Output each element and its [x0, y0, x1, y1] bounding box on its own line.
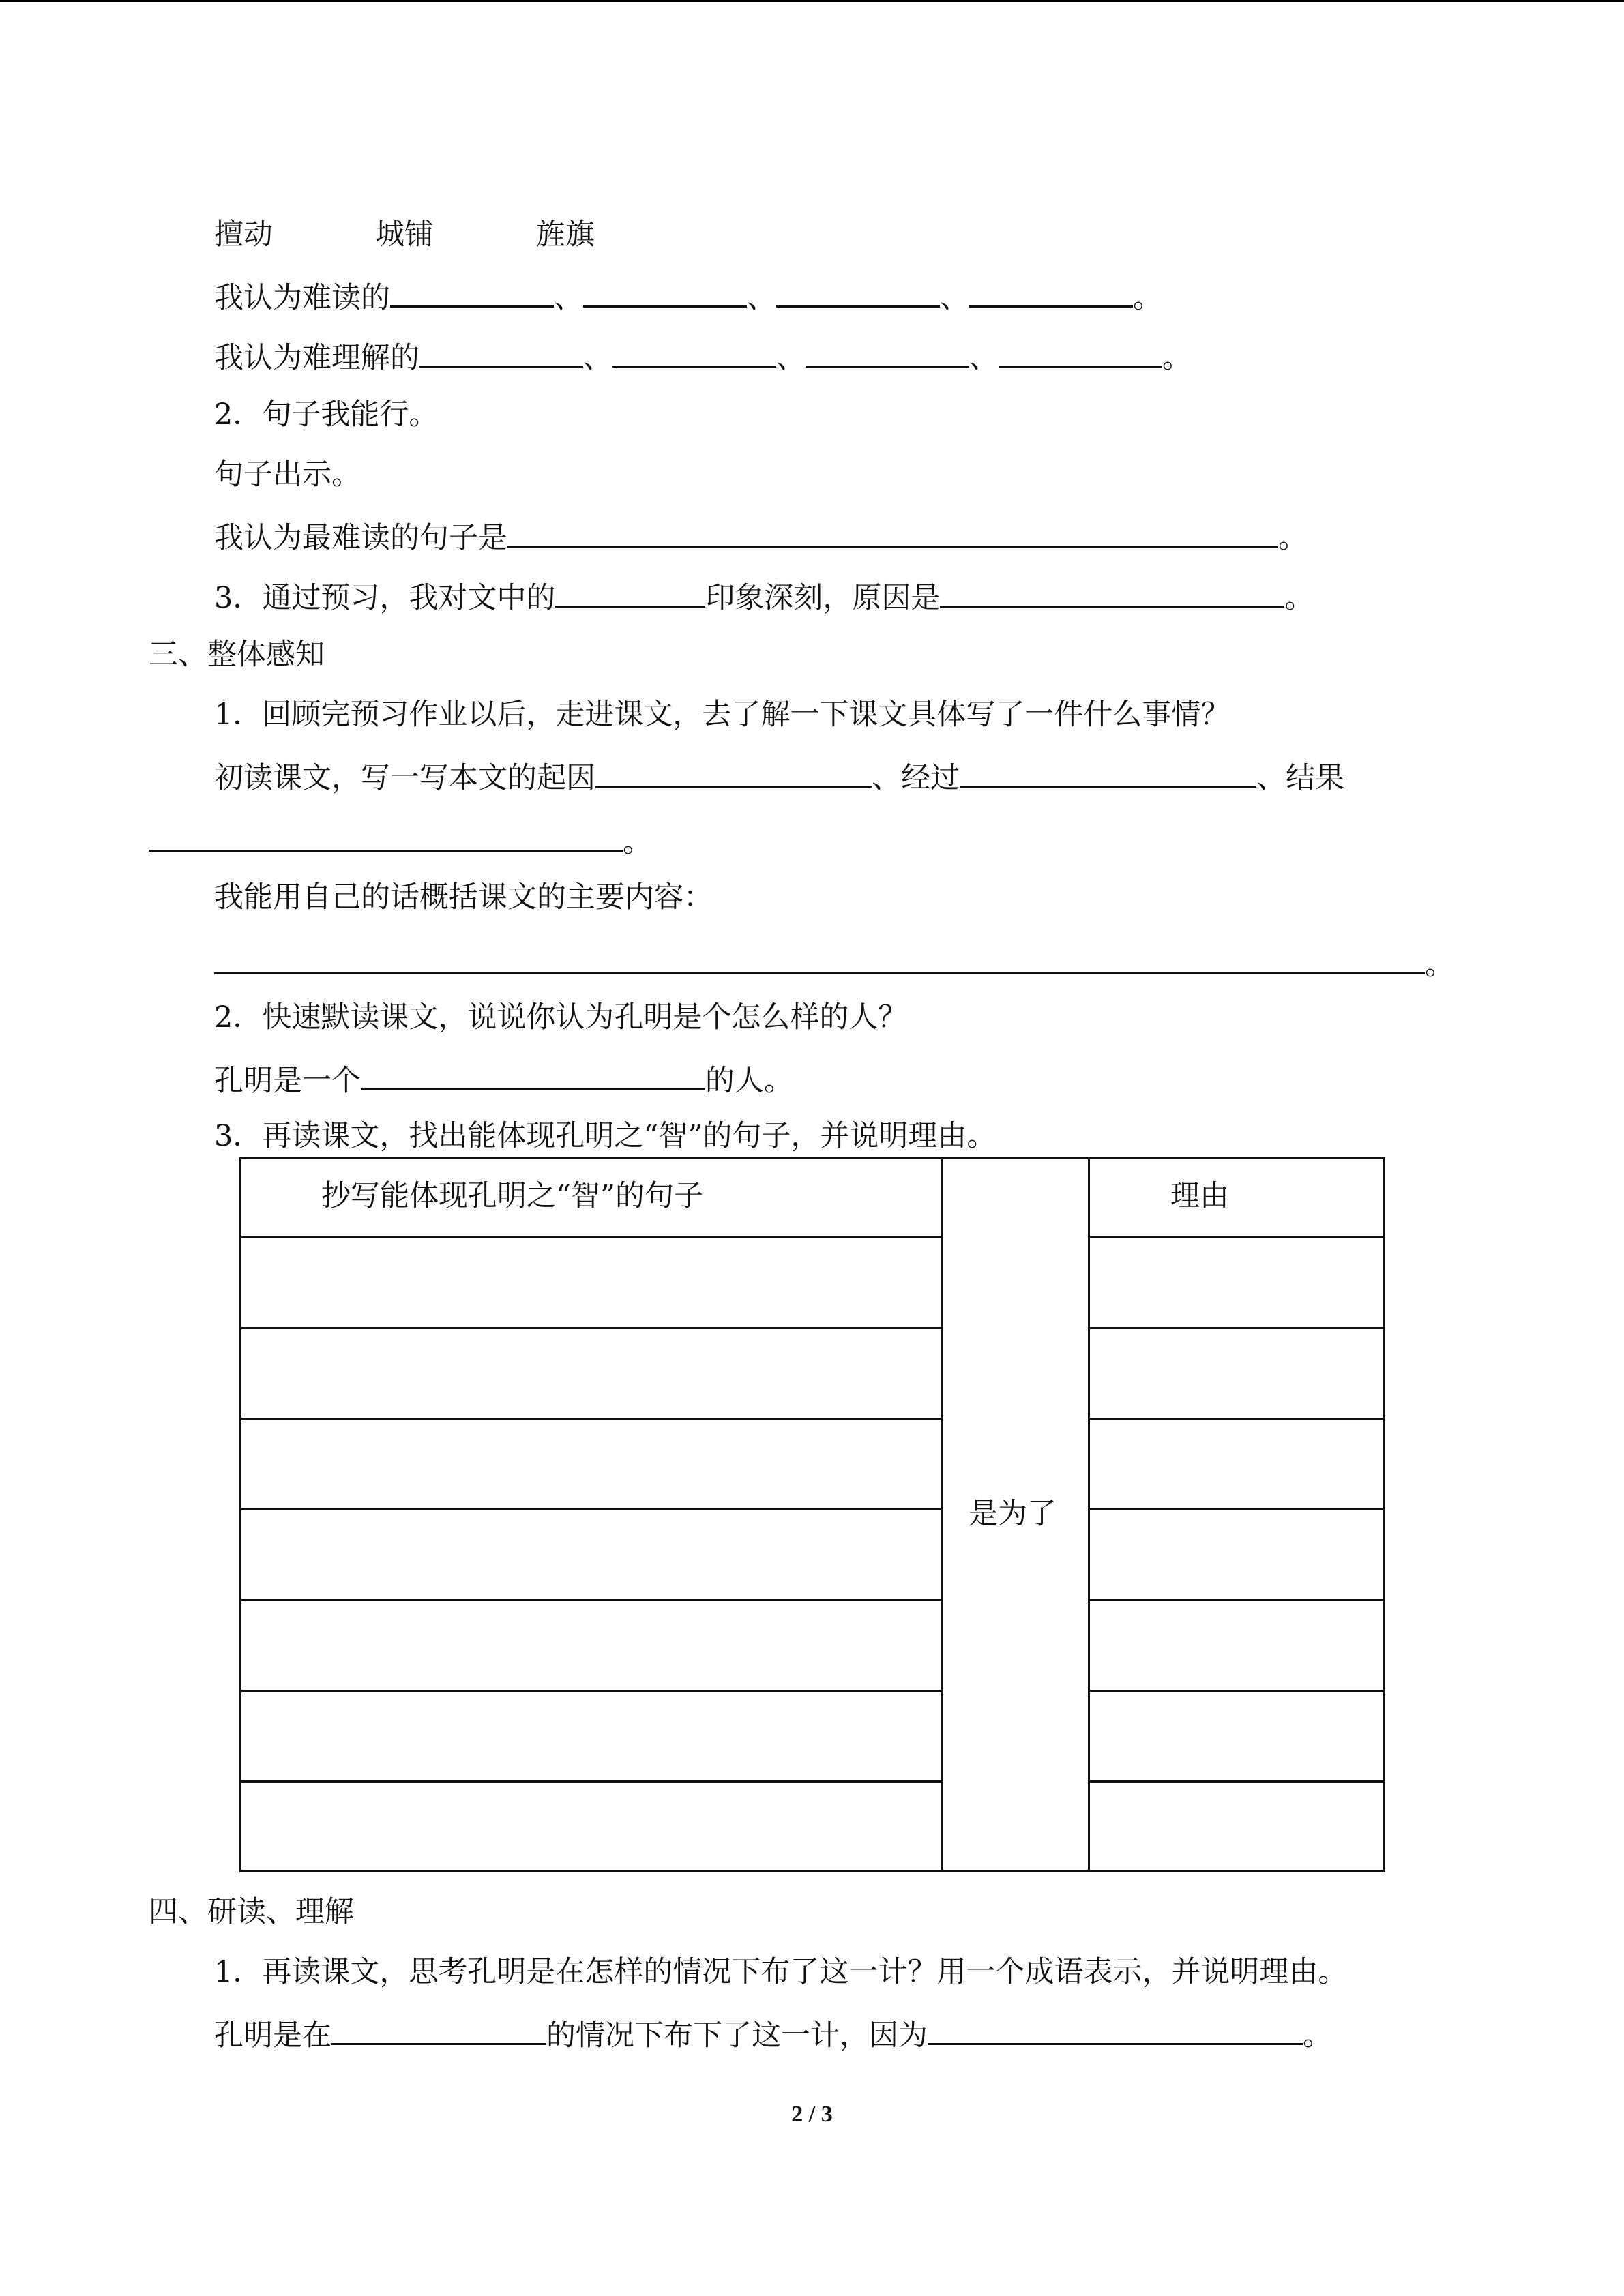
sentence-reason-table [239, 1157, 1385, 1872]
s3-q3-title: 3．再读课文，找出能体现孔明之“智”的句子，并说明理由。 [214, 1119, 996, 1153]
table-row-line [241, 1508, 941, 1510]
table-row-line [1088, 1327, 1383, 1329]
q3-mid-label: 印象深刻，原因是 [705, 581, 941, 615]
word-list [214, 214, 595, 255]
result-line [149, 818, 652, 863]
sentence-show: 句子出示。 [214, 458, 361, 492]
table-divider [1088, 1159, 1090, 1870]
hard-read-label: 我认为难读的 [214, 281, 390, 315]
table-row-line [241, 1327, 941, 1329]
table-row-line [241, 1418, 941, 1420]
kongming-person-line [214, 1057, 793, 1101]
hard-understand-line [214, 334, 1192, 378]
table-row-line [1088, 1599, 1383, 1601]
separator: 、 [554, 281, 583, 315]
page-number: 2 / 3 [791, 2102, 833, 2127]
period: 。 [1162, 341, 1192, 375]
kongming-label: 孔明是一个 [214, 1064, 361, 1098]
process-blank[interactable] [960, 754, 1256, 788]
q3-label: 3．通过预习，我对文中的 [214, 581, 556, 615]
hard-understand-blank-4[interactable] [999, 334, 1162, 368]
hard-read-blank-4[interactable] [969, 274, 1133, 308]
word-3: 旌旗 [536, 218, 595, 252]
hardest-sentence-blank[interactable] [507, 514, 1278, 548]
q2-title: 2．句子我能行。 [214, 398, 439, 432]
hard-understand-blank-3[interactable] [806, 334, 969, 368]
separator: 、 [969, 341, 999, 375]
separator: 、 [776, 341, 806, 375]
separator: 、 [747, 281, 776, 315]
section-4-heading: 四、研读、理解 [149, 1895, 354, 1929]
summary-line [214, 941, 1454, 985]
period: 。 [1284, 581, 1314, 615]
col-sentence-header: 抄写能体现孔明之“智”的句子 [321, 1179, 703, 1213]
hardest-sentence-label: 我认为最难读的句子是 [214, 521, 507, 555]
period: 。 [1303, 2018, 1332, 2053]
s3-q2-title: 2．快速默读课文，说说你认为孔明是个怎么样的人？ [214, 1000, 908, 1034]
period: 。 [1133, 281, 1162, 315]
period: 。 [1278, 521, 1308, 555]
table-row-line [1088, 1236, 1383, 1238]
reason-blank[interactable] [940, 574, 1284, 608]
q3-impression-line [214, 574, 1314, 618]
hardest-sentence-line [214, 514, 1308, 558]
period: 。 [623, 825, 652, 859]
person-blank[interactable] [361, 1057, 705, 1090]
col-reason-header: 理由 [1170, 1179, 1229, 1213]
situation-line [214, 2012, 1332, 2056]
result-label: 、结果 [1256, 761, 1344, 795]
situation-label: 孔明是在 [214, 2018, 331, 2053]
person-suffix: 的人。 [705, 1064, 793, 1098]
summary-blank[interactable] [214, 941, 1425, 974]
result-blank[interactable] [149, 818, 623, 852]
table-divider [941, 1159, 943, 1870]
hard-read-blank-2[interactable] [583, 274, 747, 308]
hard-understand-blank-1[interactable] [419, 334, 583, 368]
word-1: 擅动 [214, 218, 273, 252]
table-row-line [241, 1599, 941, 1601]
table-row-line [1088, 1690, 1383, 1692]
hard-understand-label: 我认为难理解的 [214, 341, 419, 375]
hard-read-blank-1[interactable] [390, 274, 554, 308]
word-2: 城铺 [375, 218, 434, 252]
separator: 、 [940, 281, 969, 315]
section-3-heading: 三、整体感知 [149, 638, 325, 672]
process-label: 、经过 [872, 761, 960, 795]
hard-read-line [214, 274, 1162, 318]
idiom-blank[interactable] [331, 2012, 546, 2045]
table-row-line [1088, 1418, 1383, 1420]
cause-process-result-line [214, 754, 1344, 799]
table-row-line [1088, 1780, 1383, 1783]
because-blank[interactable] [928, 2012, 1303, 2045]
situation-mid-label: 的情况下布下了这一计，因为 [546, 2018, 928, 2053]
table-row-line [241, 1690, 941, 1692]
table-row-line [241, 1236, 941, 1238]
table-row-line [1088, 1508, 1383, 1510]
separator: 、 [583, 341, 612, 375]
cause-label: 初读课文，写一写本文的起因 [214, 761, 595, 795]
impression-blank[interactable] [555, 574, 705, 608]
hard-read-blank-3[interactable] [776, 274, 940, 308]
summary-prompt: 我能用自己的话概括课文的主要内容： [214, 880, 713, 914]
period: 。 [1425, 948, 1454, 982]
table-row-line [241, 1780, 941, 1783]
cause-blank[interactable] [595, 754, 872, 788]
s4-q1-title: 1．再读课文，思考孔明是在怎样的情况下布了这一计？用一个成语表示，并说明理由。 [214, 1955, 1348, 1989]
page-top-rule [0, 0, 1624, 2]
middle-label: 是为了 [969, 1497, 1057, 1531]
hard-understand-blank-2[interactable] [612, 334, 776, 368]
s3-q1-title: 1．回顾完预习作业以后，走进课文，去了解一下课文具体写了一件什么事情？ [214, 698, 1230, 732]
